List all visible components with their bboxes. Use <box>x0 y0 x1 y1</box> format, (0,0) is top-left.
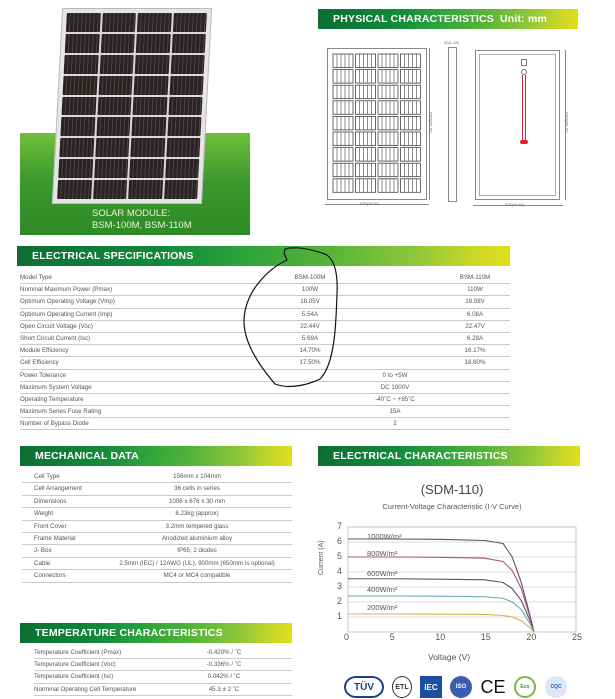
bsm100m-value: 100W <box>301 286 319 294</box>
electrical-specifications-header: ELECTRICAL SPECIFICATIONS <box>17 246 510 266</box>
chart-y-label: Current (A) <box>318 540 325 575</box>
solar-cell <box>136 34 170 53</box>
chart-title: (SDM-110) <box>420 482 484 497</box>
mechanical-value: IP65, 2 diodes <box>177 547 217 555</box>
solar-cell-grid <box>57 13 207 199</box>
spec-row-shared <box>20 406 510 418</box>
mechanical-value: 36 cells in series <box>174 485 220 493</box>
x-tick-label: 15 <box>480 632 491 642</box>
bsm110m-value: 18.08V <box>465 298 485 306</box>
spec-label: Maximum System Voltage <box>20 383 92 391</box>
spec-label: Open Circuit Voltage (Voc) <box>20 322 93 330</box>
solar-cell <box>100 34 134 53</box>
bsm100m-value: 14.70% <box>299 347 321 355</box>
solar-cell <box>63 76 97 95</box>
mechanical-label: J- Box <box>34 547 52 555</box>
temperature-row <box>34 684 292 696</box>
solar-panel-image <box>52 8 212 204</box>
electrical-characteristics-header: ELECTRICAL CHARACTERISTICS <box>318 446 580 466</box>
mechanical-label: Cable <box>34 559 51 567</box>
temperature-label: Temperature Coefficient (Pmax) <box>34 649 122 656</box>
hero-caption-line1: SOLAR MODULE: <box>92 208 171 219</box>
spec-label: Number of Bypass Diode <box>20 420 89 428</box>
mechanical-row <box>22 508 292 520</box>
solar-cell <box>93 180 127 199</box>
solar-cell <box>135 55 169 74</box>
solar-cell <box>164 180 198 199</box>
cable-left-icon <box>522 75 523 140</box>
mechanical-row <box>22 533 292 545</box>
y-tick-label: 5 <box>337 551 343 561</box>
solar-cell <box>98 76 132 95</box>
temperature-row <box>34 659 292 671</box>
front-view-drawing <box>327 48 427 200</box>
bsm110m-value: 6.28A <box>466 334 484 342</box>
solar-cell <box>166 138 200 157</box>
spec-label: Optimum Operating Voltage (Vmp) <box>20 298 115 306</box>
spec-label: Model Type <box>20 274 52 281</box>
bsm110m-value: 18.60% <box>464 359 486 367</box>
solar-cell <box>59 138 93 157</box>
solar-cell <box>172 13 206 32</box>
mc4-plug-icon <box>520 140 528 144</box>
solar-cell <box>94 159 128 178</box>
y-tick-label: 2 <box>337 596 343 606</box>
solar-cell <box>99 55 133 74</box>
shared-value: -40˚C ~ +85˚C <box>375 395 415 403</box>
solar-cell <box>96 117 130 136</box>
temperature-label: Norminal Operating Cell Temperature <box>34 685 137 693</box>
ce-certification-logo: CE <box>480 676 506 697</box>
y-tick-label: 3 <box>337 581 343 591</box>
spec-label: Maximum Series Fuse Rating <box>20 408 102 416</box>
mechanical-value: Anodized aluminium alloy <box>161 534 233 542</box>
junction-box-icon <box>521 59 527 66</box>
x-tick-label: 5 <box>389 632 395 642</box>
bsm100m-value: 5.69A <box>301 334 319 342</box>
solar-cell <box>137 13 171 32</box>
shared-value: DC 1000V <box>380 383 410 391</box>
mechanical-value: MC4 or MC4 compatible <box>163 572 231 580</box>
spec-label: Optimum Operating Current (Imp) <box>20 310 113 318</box>
back-view-drawing <box>475 50 560 200</box>
solar-cell <box>66 13 100 32</box>
chart-subtitle: Current-Voltage Characteristic (I-V Curve) <box>382 502 522 511</box>
spec-row-shared <box>20 418 510 430</box>
mechanical-label: Weight <box>34 510 54 518</box>
y-tick-label: 1 <box>337 611 343 621</box>
solar-cell <box>62 97 96 116</box>
hero-caption-line2: BSM-100M, BSM-110M <box>92 220 192 231</box>
temperature-characteristics-table <box>34 647 292 696</box>
temperature-characteristics-header: TEMPERATURE CHARACTERISTICS <box>20 623 292 643</box>
solar-cell <box>133 97 167 116</box>
mechanical-label: Cell Arrangement <box>34 485 82 493</box>
mechanical-data-header: MECHANICAL DATA <box>20 446 292 466</box>
physical-title: PHYSICAL CHARACTERISTICS <box>333 13 494 25</box>
side-thickness-label: 30(1.18) <box>444 40 459 45</box>
spec-label: Operating Temperature <box>20 395 84 403</box>
irradiance-label: 600W/m² <box>367 569 398 578</box>
spec-label: Short Circuit Current (Isc) <box>20 334 91 342</box>
mechanical-row <box>22 483 292 495</box>
solar-cell <box>130 138 164 157</box>
bsm100m-value: 5.54A <box>301 310 319 318</box>
mechanical-value: 8.23kg (approx) <box>175 510 219 518</box>
mechanical-data-table <box>22 471 292 583</box>
temperature-value: -0.420% / ˚C <box>206 649 242 656</box>
side-view-drawing <box>448 47 457 202</box>
solar-cell <box>57 180 91 199</box>
solar-cell <box>134 76 168 95</box>
mechanical-row <box>22 521 292 533</box>
hero-caption <box>92 208 192 232</box>
spec-row-shared <box>20 394 510 406</box>
mechanical-label: Dimensions <box>34 497 67 505</box>
temperature-label: Temperature Coefficient (Isc) <box>34 673 114 681</box>
mechanical-row <box>22 471 292 483</box>
shared-value: 15A <box>389 408 401 416</box>
etl-certification-logo: ETL <box>392 676 412 698</box>
x-tick-label: 10 <box>435 632 446 642</box>
iec-certification-logo: IEC <box>420 676 442 698</box>
cqc-certification-logo: CQC <box>545 676 567 698</box>
solar-cell <box>65 34 99 53</box>
solar-cell <box>60 117 94 136</box>
irradiance-label: 800W/m² <box>367 549 398 558</box>
y-tick-label: 7 <box>337 521 343 531</box>
iv-curve-chart <box>345 525 580 635</box>
hand-drawn-circle-annotation <box>240 244 345 394</box>
chart-x-label: Voltage (V) <box>428 652 471 662</box>
solar-cell <box>170 55 204 74</box>
mechanical-row <box>22 545 292 557</box>
solar-cell <box>131 117 165 136</box>
solar-cell <box>167 117 201 136</box>
solar-cell <box>58 159 92 178</box>
mechanical-value: 1006 x 676 x 30 mm <box>168 497 226 505</box>
front-view-cells-icon <box>328 49 426 199</box>
mechanical-value: 156mm x 104mm <box>173 473 221 480</box>
temperature-value: 45.3 ± 2 ˚C <box>208 685 240 693</box>
solar-cell <box>168 97 202 116</box>
bsm110m-value: 6.08A <box>466 310 484 318</box>
spec-label: Power Tolerance <box>20 371 66 379</box>
irradiance-label: 200W/m² <box>367 603 398 612</box>
x-tick-label: 20 <box>526 632 537 642</box>
solar-cell <box>95 138 129 157</box>
bsm110m-value: BSM-110M <box>459 274 491 281</box>
mechanical-label: Frame Material <box>34 534 76 542</box>
bsm100m-value: 17.50% <box>299 359 321 367</box>
bsm110m-value: 22.47V <box>465 322 485 330</box>
irradiance-label: 1000W/m² <box>367 532 402 541</box>
bsm100m-value: 22.44V <box>300 322 320 330</box>
front-width-label: 676(26.61) <box>360 201 380 206</box>
x-tick-label: 0 <box>344 632 350 642</box>
bsm100m-value: 18.05V <box>300 298 320 306</box>
y-tick-label: 6 <box>337 536 343 546</box>
temperature-row <box>34 647 292 659</box>
temperature-value: 0.042% / ˚C <box>207 673 241 681</box>
mechanical-row <box>22 558 292 570</box>
spec-label: Nominal Maximum Power (Pmax) <box>20 286 113 294</box>
shared-value: 2 <box>393 420 397 428</box>
bsm110m-value: 16.17% <box>464 347 486 355</box>
tuv-certification-logo: TÜV <box>344 676 384 698</box>
temperature-label: Temperature Coefficient (Voc) <box>34 661 116 669</box>
solar-cell <box>128 180 162 199</box>
cable-right-icon <box>525 75 526 140</box>
solar-cell <box>165 159 199 178</box>
shared-value: 0 to +5W <box>382 371 408 379</box>
solar-cell <box>64 55 98 74</box>
mechanical-value: 3.2mm tempered glass <box>165 522 229 530</box>
iso-certification-logo: ISO <box>450 676 472 698</box>
back-width-label: 676(26.61) <box>505 202 525 207</box>
mechanical-row <box>22 496 292 508</box>
solar-cell <box>101 13 135 32</box>
irradiance-label: 400W/m² <box>367 585 398 594</box>
x-tick-label: 25 <box>572 632 583 642</box>
temperature-row <box>34 671 292 683</box>
bsm110m-value: 110W <box>467 286 483 294</box>
bsm100m-value: BSM-100M <box>294 274 326 281</box>
mechanical-row <box>22 570 292 582</box>
mechanical-value: 2.5mm (IEC) / 12AWG (UL), 900mm (650mm is optional) <box>119 559 275 567</box>
physical-unit: Unit: mm (inch) <box>333 13 548 45</box>
back-height-label: 1006(39.61) <box>564 111 570 134</box>
spec-label: Module Efficiency <box>20 347 69 355</box>
spec-label: Cell Efficiency <box>20 359 59 367</box>
mechanical-label: Cell Type <box>34 473 60 480</box>
solar-cell <box>171 34 205 53</box>
solar-cell <box>97 97 131 116</box>
solar-cell <box>169 76 203 95</box>
y-tick-label: 4 <box>337 566 343 576</box>
mechanical-label: Front Cover <box>34 522 67 530</box>
front-height-label: 1006(39.61) <box>428 111 434 134</box>
mechanical-label: Connectors <box>34 572 66 580</box>
solar-cell <box>129 159 163 178</box>
temperature-value: -0.336% / ˚C <box>206 661 242 669</box>
eco-certification-logo: Eco <box>514 676 536 698</box>
back-frame-inner <box>479 54 556 196</box>
